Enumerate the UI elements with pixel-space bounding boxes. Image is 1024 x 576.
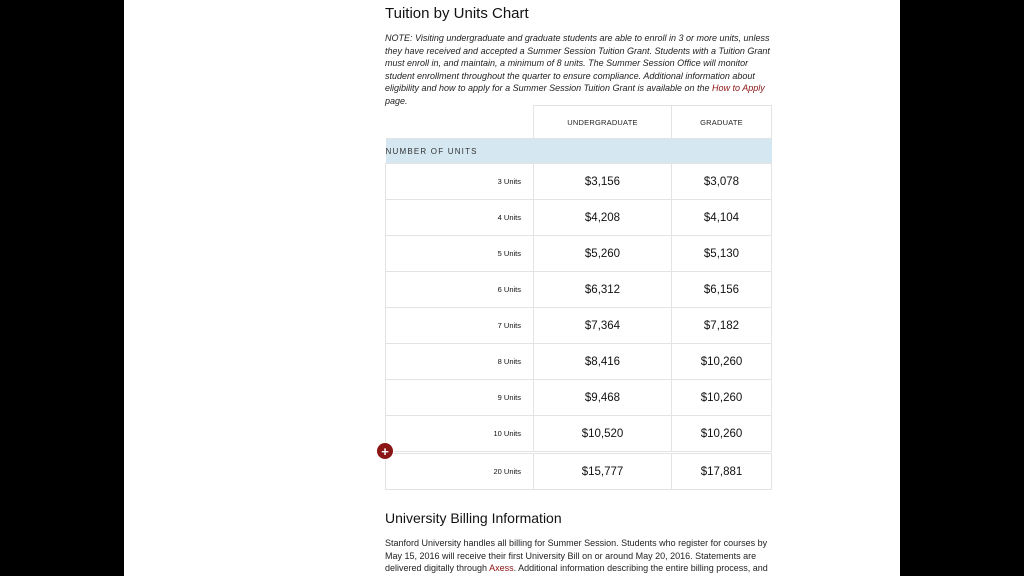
graduate-cost-cell: $10,260: [672, 344, 772, 380]
header-graduate: GRADUATE: [672, 106, 772, 139]
table-row: [386, 380, 772, 416]
graduate-cost-cell: $7,182: [672, 308, 772, 344]
units-cell: 10 Units: [386, 416, 534, 453]
undergraduate-cost-cell: $8,416: [534, 344, 672, 380]
expand-plus-button[interactable]: [377, 443, 393, 459]
table-row: [386, 200, 772, 236]
units-cell: 4 Units: [386, 200, 534, 236]
graduate-cost-cell: $6,156: [672, 272, 772, 308]
units-cell: 8 Units: [386, 344, 534, 380]
billing-body: Stanford University handles all billing for Summer Session. Students who register for courses by May 15, 2016 will receive their first University Bill on or around May 20, 2016. Statements are delivered digitally through: [385, 538, 768, 573]
undergraduate-cost-cell: $4,208: [534, 200, 672, 236]
undergraduate-cost-cell: $10,520: [534, 416, 672, 453]
units-cell: 6 Units: [386, 272, 534, 308]
undergraduate-cost-cell: $15,777: [534, 453, 672, 490]
units-band-row: [386, 139, 772, 164]
undergraduate-cost-cell: $9,468: [534, 380, 672, 416]
table-header-row: [386, 106, 772, 139]
units-cell: 3 Units: [386, 164, 534, 200]
graduate-cost-cell: $3,078: [672, 164, 772, 200]
table-row: [386, 308, 772, 344]
plus-icon: +: [381, 443, 389, 459]
note-text: NOTE: Visiting undergraduate and graduate students are able to enroll in 3 or more units, unless they have received and accepted a Summer Session Tuition Grant. Students with a Tuition Grant must enroll in, and maintain, a minimum of 8 units. The Summer Session Office will monitor student enrollment throughout the quarter to ensure compliance. Additional information about eligibility and how to apply for a Summer Session Tuition Grant is available on the: [385, 33, 770, 93]
note-suffix: page.: [385, 95, 408, 106]
undergraduate-cost-cell: $3,156: [534, 164, 672, 200]
units-cell: 5 Units: [386, 236, 534, 272]
undergraduate-cost-cell: $5,260: [534, 236, 672, 272]
undergraduate-cost-cell: $7,364: [534, 308, 672, 344]
graduate-cost-cell: $17,881: [672, 453, 772, 490]
axess-link[interactable]: Axess: [489, 563, 514, 573]
units-cell: 9 Units: [386, 380, 534, 416]
header-blank-cell: [386, 106, 534, 139]
units-cell: 7 Units: [386, 308, 534, 344]
tuition-chart-title: Tuition by Units Chart: [385, 5, 529, 22]
graduate-cost-cell: $5,130: [672, 236, 772, 272]
graduate-cost-cell: $10,260: [672, 416, 772, 453]
billing-suffix: . Additional information describing the entire billing process, and: [513, 563, 768, 573]
billing-text: [385, 537, 771, 575]
graduate-cost-cell: $4,104: [672, 200, 772, 236]
number-of-units-label: NUMBER OF UNITS: [386, 139, 772, 164]
billing-title: University Billing Information: [385, 510, 562, 526]
table-row: [386, 416, 772, 453]
table-row: [386, 453, 772, 490]
page: [124, 0, 900, 576]
header-undergraduate: UNDERGRADUATE: [534, 106, 672, 139]
table-row: [386, 236, 772, 272]
undergraduate-cost-cell: $6,312: [534, 272, 672, 308]
graduate-cost-cell: $10,260: [672, 380, 772, 416]
table-row: [386, 164, 772, 200]
table-row: [386, 272, 772, 308]
table-row: [386, 344, 772, 380]
units-cell: 20 Units: [386, 453, 534, 490]
tuition-table: [385, 105, 772, 490]
how-to-apply-link[interactable]: How to Apply: [712, 83, 765, 93]
tuition-note: [385, 32, 771, 107]
